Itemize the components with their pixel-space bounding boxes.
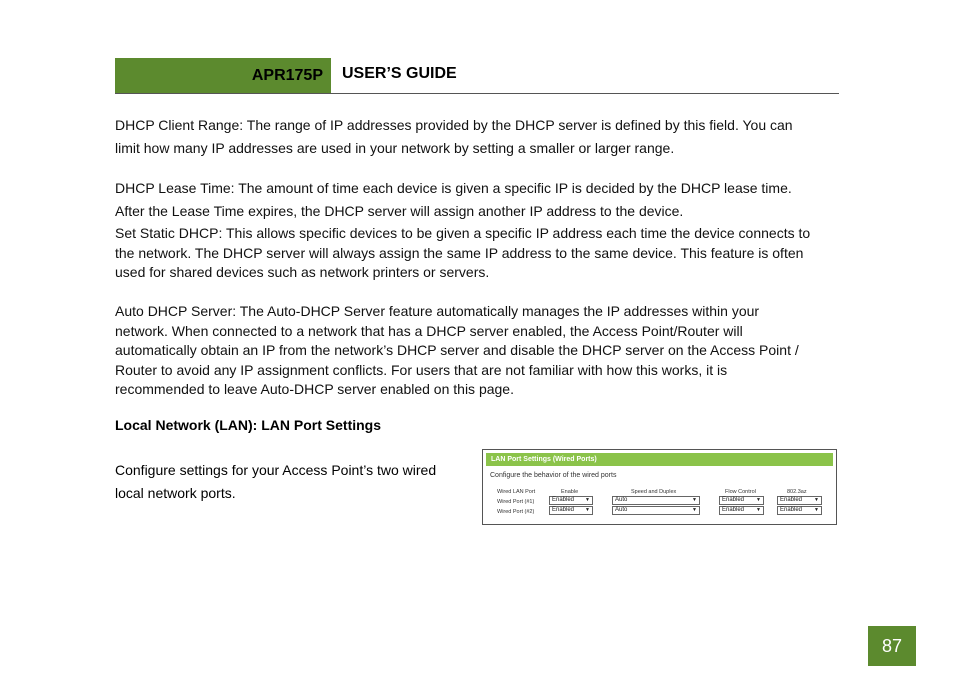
column-header-enable: Enable xyxy=(561,489,579,495)
dropdown-arrow-icon: ▼ xyxy=(692,507,697,513)
text-line: DHCP Client Range: The range of IP addresses provided by the DHCP server is defined by this field. You can xyxy=(115,117,793,133)
text-line: recommended to leave Auto-DHCP server enabled on this page. xyxy=(115,381,514,398)
panel-title: LAN Port Settings (Wired Ports) xyxy=(486,453,833,466)
lan-port-description xyxy=(115,459,465,505)
dropdown-arrow-icon: ▼ xyxy=(756,497,761,503)
text-line: the network. The DHCP server will always assign the same IP address to the same device. This feature is often xyxy=(115,244,804,261)
speed-duplex-select[interactable] xyxy=(612,496,700,505)
header-divider xyxy=(115,93,839,94)
column-header-speed: Speed and Duplex xyxy=(631,489,677,495)
eee-select[interactable] xyxy=(777,496,822,505)
select-value: Enabled xyxy=(722,507,745,513)
eee-select[interactable] xyxy=(777,506,822,515)
dropdown-arrow-icon: ▼ xyxy=(585,497,590,503)
column-header-port: Wired LAN Port xyxy=(497,489,536,495)
column-header-802-3az: 802.3az xyxy=(787,489,807,495)
column-header-flow: Flow Control xyxy=(725,489,756,495)
flow-control-select[interactable] xyxy=(719,496,764,505)
text-line: network. When connected to a network that has a DHCP server enabled, the Access Point/Router will xyxy=(115,322,743,339)
select-value: Enabled xyxy=(780,507,803,513)
page-number: 87 xyxy=(868,626,916,666)
select-value: Enabled xyxy=(552,497,575,503)
paragraph-auto-dhcp xyxy=(115,302,845,400)
text-line: Auto DHCP Server: The Auto-DHCP Server feature automatically manages the IP addresses within your xyxy=(115,303,760,319)
section-heading: Local Network (LAN): LAN Port Settings xyxy=(115,417,382,433)
row-port-label: Wired Port (#2) xyxy=(497,509,535,515)
header-title: USER’S GUIDE xyxy=(342,65,457,82)
dropdown-arrow-icon: ▼ xyxy=(814,507,819,513)
dropdown-arrow-icon: ▼ xyxy=(692,497,697,503)
text-line: used for shared devices such as network printers or servers. xyxy=(115,264,490,281)
flow-control-select[interactable] xyxy=(719,506,764,515)
text-line: automatically obtain an IP from the network’s DHCP server and disable the DHCP server on the Access Point / xyxy=(115,342,799,359)
enable-select[interactable] xyxy=(549,496,593,505)
paragraph-dhcp-lease-time xyxy=(115,177,845,223)
text-line: Configure settings for your Access Point’s two wired xyxy=(115,462,437,478)
enable-select[interactable] xyxy=(549,506,593,515)
text-line: local network ports. xyxy=(115,485,236,501)
dropdown-arrow-icon: ▼ xyxy=(814,497,819,503)
panel-description: Configure the behavior of the wired ports xyxy=(490,472,617,479)
dropdown-arrow-icon: ▼ xyxy=(585,507,590,513)
dropdown-arrow-icon: ▼ xyxy=(756,507,761,513)
select-value: Enabled xyxy=(780,497,803,503)
row-port-label: Wired Port (#1) xyxy=(497,499,535,505)
select-value: Auto xyxy=(615,507,628,513)
select-value: Auto xyxy=(615,497,628,503)
paragraph-dhcp-client-range xyxy=(115,114,845,160)
select-value: Enabled xyxy=(552,507,575,513)
speed-duplex-select[interactable] xyxy=(612,506,700,515)
text-line: DHCP Lease Time: The amount of time each device is given a specific IP is decided by the DHCP lease time. xyxy=(115,180,792,196)
text-line: limit how many IP addresses are used in your network by setting a smaller or larger range. xyxy=(115,140,675,156)
text-line: After the Lease Time expires, the DHCP server will assign another IP address to the device. xyxy=(115,203,684,219)
header-model: APR175P xyxy=(251,66,323,84)
select-value: Enabled xyxy=(722,497,745,503)
header-model-tab xyxy=(115,58,331,93)
lan-port-settings-screenshot xyxy=(482,449,837,525)
paragraph-static-dhcp xyxy=(115,224,845,283)
text-line: Set Static DHCP: This allows specific devices to be given a specific IP address each time the device connects to xyxy=(115,225,811,241)
text-line: Router to avoid any IP assignment conflicts. For users that are not familiar with how this works, it is xyxy=(115,361,728,378)
